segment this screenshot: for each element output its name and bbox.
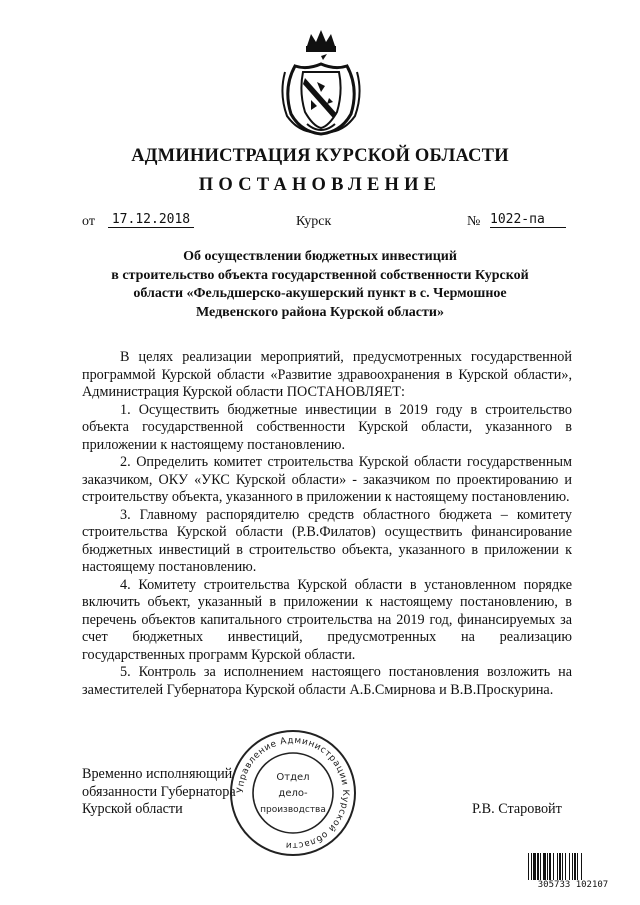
barcode-bar <box>562 853 563 880</box>
barcode-bar <box>557 853 558 880</box>
signatory-position-line: Курской области <box>82 801 183 817</box>
signatory-position-line: Временно исполняющий <box>82 766 233 782</box>
barcode-number: 305733 102107 <box>527 880 619 890</box>
barcode-bar <box>537 853 539 880</box>
barcode-bar <box>547 853 548 880</box>
clause-paragraph: 1. Осуществить бюджетные инвестиции в 2019 году в строительство объекта государственной собственности Курской области, указанного в приложении к настоящему постановлению. <box>82 401 572 453</box>
number-label: № <box>467 214 481 229</box>
date-label: от <box>82 214 95 229</box>
document-meta-line <box>82 214 572 238</box>
office-stamp <box>228 728 358 858</box>
stamp-center-line: дело- <box>278 788 308 799</box>
document-number: 1022-па <box>490 212 566 228</box>
barcode-bar <box>572 853 573 880</box>
barcode-bar <box>559 853 561 880</box>
barcode-bar <box>569 853 570 880</box>
barcode-bar <box>574 853 576 880</box>
barcode-bar <box>531 853 532 880</box>
clause-paragraph: 3. Главному распорядителю средств областного бюджета – комитету строительства Курской области (Р.В.Филатов) осуществить финансирование бюджетных инвестиций в строительство объекта, указанного в приложении к настоящему постановлению. <box>82 506 572 575</box>
barcode-bar <box>533 853 536 880</box>
clause-paragraph: 2. Определить комитет строительства Курской области государственным заказчиком, ОКУ «УКС Курской области» - заказчиком по проектированию и строительству объекта, указанного в приложении к настоящему постановлению. <box>82 454 572 505</box>
document-date: 17.12.2018 <box>108 212 194 228</box>
barcode-bar <box>549 853 551 880</box>
barcode-bar <box>577 853 578 880</box>
organization-name: АДМИНИСТРАЦИЯ КУРСКОЙ ОБЛАСТИ <box>131 146 509 166</box>
title-line: Медвенского района Курской области» <box>196 304 444 320</box>
document-body <box>82 349 572 699</box>
title-line: в строительство объекта государственной собственности Курской <box>111 267 529 283</box>
signatory-name: Р.В. Старовойт <box>472 801 562 817</box>
barcode-bar <box>528 853 529 880</box>
clause-paragraph: 5. Контроль за исполнением настоящего постановления возложить на заместителей Губернатора Курской области А.Б.Смирнова и В.В.Проскурина. <box>82 664 572 698</box>
document-title <box>80 248 560 322</box>
title-line: области «Фельдшерско-акушерский пункт в с. Чермошное <box>133 286 507 301</box>
clause-paragraph: 4. Комитету строительства Курской области в установленном порядке включить объект, указанный в приложении к настоящему постановлению, в перечень объектов капитального строительства на 2019 год, финансируемых за счет бюджетных инвестиций, предусмотренных на реализацию государственных программ Курской области. <box>82 576 572 663</box>
stamp-center-line: Отдел <box>276 772 310 783</box>
barcode-bar <box>565 853 566 880</box>
signatory-position <box>82 766 236 819</box>
barcode-bar <box>581 853 582 880</box>
title-line: Об осуществлении бюджетных инвестиций <box>183 249 457 264</box>
barcode-bar <box>543 853 546 880</box>
document-city: Курск <box>296 214 332 229</box>
signatory-position-line: обязанности Губернатора <box>82 783 236 800</box>
kursk-coat-of-arms-emblem <box>277 28 365 138</box>
preamble-paragraph: В целях реализации мероприятий, предусмотренных государственной программой Курской области «Развитие здравоохранения в Курской области», Администрация Курской области ПОСТАНОВЛЯЕТ: <box>82 349 572 400</box>
document-type: ПОСТАНОВЛЕНИЕ <box>198 175 442 195</box>
stamp-center-line: производства <box>260 805 326 815</box>
barcode-bar <box>553 853 554 880</box>
stamp-ring-text: Управление Администрации Курской области <box>235 735 351 851</box>
barcode-bar <box>540 853 541 880</box>
